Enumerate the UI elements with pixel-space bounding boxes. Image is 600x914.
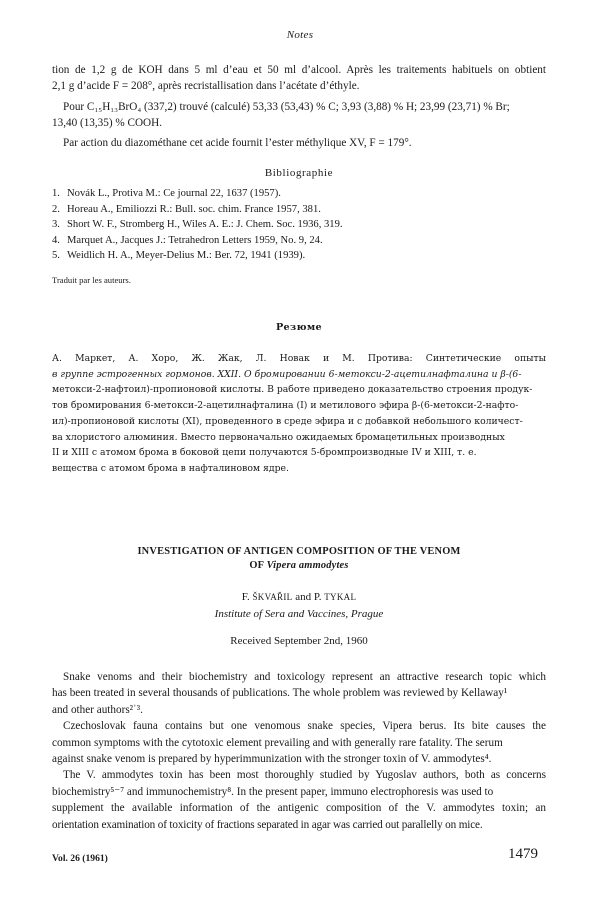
reference-item [52, 217, 546, 233]
text-line: 13,40 (13,35) % COOH. [52, 117, 163, 130]
running-head: Notes [286, 29, 314, 41]
reference-number: 1. [52, 188, 60, 199]
article-body [52, 669, 546, 833]
resume-line: тов бромирования 6-метокси-2-ацетилнафталина (I) и метилового эфира β-(6-метокси-2-нафто- [52, 400, 519, 412]
body-line: Czechoslovak fauna contains but one venomous snake species, Vipera berus. Its bite causes the [63, 720, 546, 733]
author-initial: F. [241, 591, 250, 603]
body-line: against snake venom is prepared by hyperimmunization with the stronger toxin of V. ammodytes⁴. [52, 753, 492, 766]
article-title-line [52, 559, 546, 573]
reference-number: 5. [52, 250, 60, 262]
reference-text: Horeau A., Emiliozzi R.: Bull. soc. chim. France 1957, 381. [67, 203, 321, 215]
article-title [52, 545, 546, 573]
text-line: 2,1 g d’acide F = 208°, après recristallisation dans l’acétate d’éthyle. [52, 80, 360, 93]
body-line: supplement the available information of the antigenic composition of the V. ammodytes toxin; an [52, 802, 546, 815]
body-line: common symptoms with the cytotoxic element prevailing and with generally rare fatality. The serum [52, 736, 503, 749]
ester-paragraph [52, 135, 546, 151]
resume-text [52, 351, 546, 477]
bibliography-list [52, 186, 546, 264]
reference-text: Novák L., Protiva M.: Ce journal 22, 1637 (1957). [67, 188, 281, 199]
author-name: ŠKVAŘIL [252, 592, 293, 602]
title-prefix: OF [249, 560, 264, 571]
reference-number: 3. [52, 219, 60, 231]
article-authors [52, 591, 546, 603]
translation-note: Traduit par les auteurs. [52, 275, 131, 285]
reference-text: Short W. F., Stromberg H., Wiles A. E.: J. Chem. Soc. 1936, 319. [67, 219, 343, 231]
resume-line: ил)-пропионовой кислоты (XI), проведенного в среде эфира и с добавкой небольшого количест- [52, 415, 523, 427]
article-title-line: INVESTIGATION OF ANTIGEN COMPOSITION OF THE VENOM [137, 546, 461, 557]
body-line: biochemistry⁵⁻⁷ and immunochemistry⁸. In the present paper, immuno electrophoresis was used to [52, 785, 494, 798]
resume-line: А. Маркет, А. Хоро, Ж. Жак, Л. Новак и М. Протива: Синтетические опыты [52, 353, 546, 364]
body-line: orientation examination of toxicity of fractions separated in agar was carried out parallelly on mice. [52, 818, 483, 831]
page-number: 1479 [508, 846, 538, 862]
resume-line: II и XIII с атомом брома в боковой цепи получаются 5-бромпроизводные IV и XIII, т. е. [52, 447, 477, 459]
resume-heading: Резюме [275, 322, 323, 333]
author-name: TYKAL [324, 592, 357, 602]
text-line: Pour C₁₅H₁₃BrO₄ (337,2) trouvé (calculé) 53,33 (53,43) % C; 3,93 (3,88) % H; 23,99 (23,71) % Br; [63, 101, 510, 113]
reference-item [52, 233, 546, 249]
resume-line: ва хлористого алюминия. Вместо первоначально ожидаемых бромацетильных производных [52, 431, 505, 443]
body-line: Snake venoms and their biochemistry and toxicology represent an attractive research topic which [63, 671, 546, 683]
body-line: and other authors²ˈ³. [52, 703, 143, 716]
top-paragraph [52, 62, 546, 95]
reference-item [52, 202, 546, 218]
species-name: Vipera ammodytes [266, 560, 349, 571]
reference-number: 4. [52, 234, 60, 246]
body-line: has been treated in several thousands of publications. The whole problem was reviewed by Kellaway¹ [52, 687, 508, 700]
received-date: Received September 2nd, 1960 [230, 635, 368, 647]
reference-item [52, 186, 546, 202]
author-initial: P. [313, 591, 322, 603]
resume-line: метокси-2-нафтоил)-пропионовой кислоты. В работе приведено доказательство строения продук- [52, 384, 533, 396]
bibliography-heading: Bibliographie [264, 167, 334, 179]
journal-volume: Vol. 26 (1961) [52, 853, 108, 864]
elemental-analysis [52, 99, 546, 132]
reference-text: Weidlich H. A., Meyer-Delius M.: Ber. 72, 1941 (1939). [67, 250, 306, 262]
text-line: Par action du diazométhane cet acide fournit l’ester méthylique XV, F = 179°. [63, 137, 412, 149]
body-line: The V. ammodytes toxin has been most thoroughly studied by Yugoslav authors, both as concerns [63, 769, 546, 782]
institute: Institute of Sera and Vaccines, Prague [214, 608, 384, 620]
reference-text: Marquet A., Jacques J.: Tetrahedron Letters 1959, No. 9, 24. [67, 234, 323, 246]
text-line: tion de 1,2 g de KOH dans 5 ml d’eau et 50 ml d’alcool. Après les traitements habituels on obtient [52, 64, 546, 76]
resume-line: в группе эстрогенных гормонов. XXII. О бромировании 6-метокси-2-ацетилнафталина и β-(6- [52, 368, 522, 380]
author-conjunction: and [295, 591, 312, 603]
reference-number: 2. [52, 203, 60, 215]
reference-item [52, 248, 546, 264]
resume-line: вещества с атомом брома в нафталиновом ядре. [52, 462, 289, 474]
